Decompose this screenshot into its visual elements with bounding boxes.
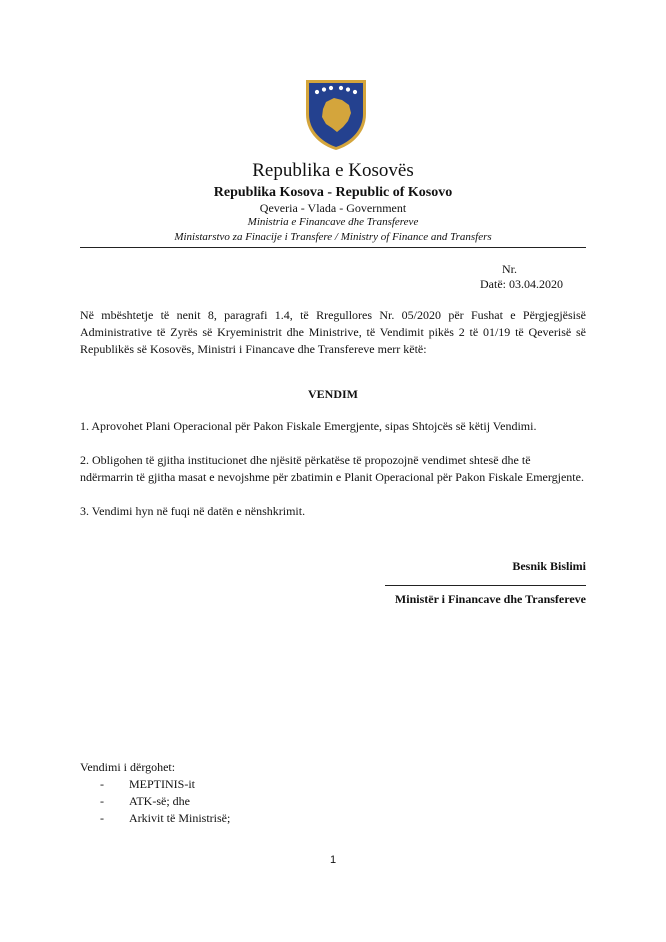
- country-name: Republika e Kosovës: [252, 160, 414, 181]
- government-line: Qeveria - Vlada - Government: [259, 201, 407, 215]
- signatory-title: Ministër i Financave dhe Transfereve: [394, 592, 586, 606]
- signatory-name: Besnik Bislimi: [512, 559, 586, 573]
- list-item: - ATK-së; dhe: [100, 794, 190, 808]
- recipient-name: MEPTINIS-it: [129, 777, 195, 791]
- ministry-name-albanian: Ministria e Financave dhe Transfereve: [247, 216, 419, 228]
- distribution-label: Vendimi i dërgohet:: [80, 760, 176, 774]
- document-number: Nr.: [502, 262, 517, 276]
- header-divider: [80, 247, 586, 248]
- distribution-list: [80, 776, 230, 827]
- decision-point-1: 1. Aprovohet Plani Operacional për Pakon Fiskale Emergjente, sipas Shtojcës së këtij Vendimi.: [80, 419, 537, 433]
- country-name-multilingual: Republika Kosova - Republic of Kosovo: [213, 185, 453, 200]
- signature-line: [385, 585, 586, 586]
- kosovo-coat-of-arms-icon: [304, 78, 368, 152]
- document-date: Datë: 03.04.2020: [480, 277, 563, 291]
- ministry-name-serbian-english: Ministarstvo za Finacije i Transfere / Ministry of Finance and Transfers: [174, 231, 492, 243]
- list-item: - Arkivit të Ministrisë;: [100, 811, 231, 825]
- page-number: 1: [329, 854, 337, 866]
- legal-basis-paragraph: Në mbështetje të nenit 8, paragrafi 1.4, të Rregullores Nr. 05/2020 për Fushat e Përgjegjësisë Administrative të Zyrës së Kryeministrit dhe Ministrive, të Vendimit pikës 2 të 01/19 të Qeverisë së Republikës së Kosovës, Ministri i Financave dhe Transfereve merr këtë:: [80, 308, 586, 356]
- decision-point-2: 2. Obligohen të gjitha institucionet dhe njësitë përkatëse të propozojnë vendimet shtesë dhe të ndërmarrin të gjitha masat e nevojshme për zbatimin e Planit Operacional për Pakon Fiskale Emergjente.: [80, 453, 584, 484]
- decision-point-3: 3. Vendimi hyn në fuqi në datën e nënshkrimit.: [80, 504, 306, 518]
- list-item: - MEPTINIS-it: [100, 777, 195, 791]
- recipient-name: Arkivit të Ministrisë;: [129, 811, 231, 825]
- decision-title: VENDIM: [308, 387, 358, 401]
- recipient-name: ATK-së; dhe: [129, 794, 190, 808]
